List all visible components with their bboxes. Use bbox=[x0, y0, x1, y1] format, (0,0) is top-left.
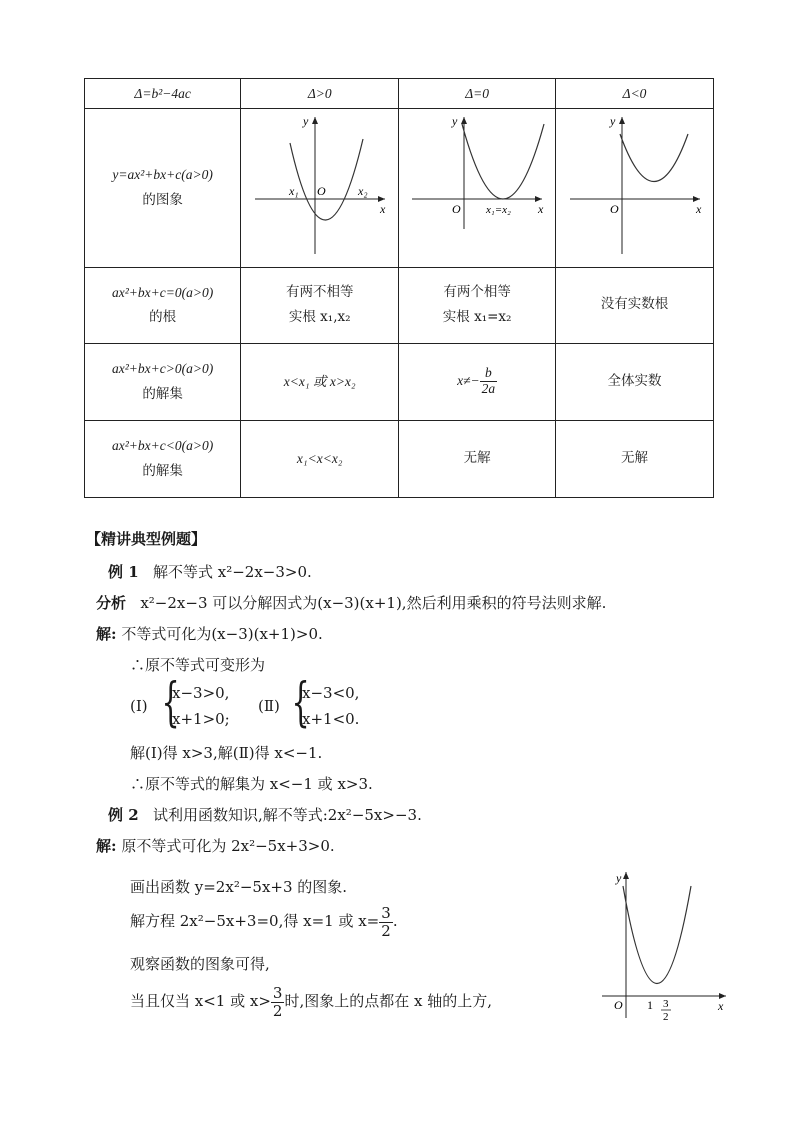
solution-2-line-2: 画出函数 y=2x²−5x+3 的图象. bbox=[130, 878, 348, 896]
fraction: $\frac{3}{2}$ bbox=[381, 904, 391, 940]
case-1-first: x−3>0, bbox=[172, 684, 230, 702]
table-cell: x<x₁ 或 x>x₂ bbox=[241, 343, 399, 420]
root-3-half-numerator: 3 bbox=[663, 998, 669, 1010]
table-header-row bbox=[85, 79, 714, 109]
graph-cell-delta-zero bbox=[399, 109, 556, 268]
x-axis-label: x bbox=[718, 999, 724, 1013]
header-cell: Δ>0 bbox=[241, 79, 399, 109]
solution-tag: 解: bbox=[96, 625, 117, 643]
table-cell: 有两不相等 实根 x₁,x₂ bbox=[241, 267, 399, 343]
table-cell: x≠− $\frac{b}{2a}$ bbox=[399, 343, 556, 420]
table-cell: x₁<x<x₂ bbox=[241, 420, 399, 497]
parabola-two-roots-graph bbox=[245, 109, 395, 257]
row-label: ax²+bx+c<0(a>0) 的解集 bbox=[85, 420, 241, 497]
solution-1-line-1: 解: 不等式可化为(x−3)(x+1)>0. bbox=[96, 625, 323, 643]
header-cell: Δ=0 bbox=[399, 79, 556, 109]
table-row-roots bbox=[85, 267, 714, 343]
row-label: y=ax²+bx+c(a>0) 的图象 bbox=[85, 109, 241, 268]
fraction: $\frac{b}{2a}$ bbox=[481, 365, 496, 397]
y-axis-label: y bbox=[609, 114, 615, 128]
case-2-first: x−3<0, bbox=[302, 684, 360, 702]
fraction: $\frac{3}{2}$ bbox=[272, 984, 283, 1020]
header-cell: Δ<0 bbox=[556, 79, 714, 109]
discriminant-table bbox=[84, 78, 714, 498]
table-row-graph bbox=[85, 109, 714, 268]
graph-cell-delta-negative bbox=[556, 109, 714, 268]
example-tag: 例 2 bbox=[108, 806, 139, 824]
origin-label: O bbox=[609, 202, 619, 216]
parabola-double-root-graph bbox=[402, 109, 552, 257]
y-axis-label: y bbox=[452, 114, 458, 128]
origin-label: O bbox=[316, 184, 326, 198]
section-title: 【精讲典型例题】 bbox=[86, 530, 207, 548]
row-label: ax²+bx+c>0(a>0) 的解集 bbox=[85, 343, 241, 420]
example-text: 解不等式 x²−2x−3>0. bbox=[152, 563, 312, 581]
graph-cell-delta-positive bbox=[241, 109, 399, 268]
analysis-tag: 分析 bbox=[96, 594, 127, 612]
example-2 bbox=[108, 804, 422, 825]
origin-label: O bbox=[452, 202, 461, 216]
table-cell: 全体实数 bbox=[556, 343, 714, 420]
solution-1-line-4: ∴原不等式的解集为 x<−1 或 x>3. bbox=[130, 775, 373, 793]
x-axis-label: x bbox=[695, 202, 701, 216]
analysis-text: x²−2x−3 可以分解因式为(x−3)(x+1),然后利用乘积的符号法则求解. bbox=[140, 594, 607, 612]
example-tag: 例 1 bbox=[108, 563, 139, 581]
header-cell: Δ=b²−4ac bbox=[85, 79, 241, 109]
root-3-half-denominator: 2 bbox=[663, 1011, 669, 1023]
example-1 bbox=[108, 561, 312, 582]
table-cell: 无解 bbox=[399, 420, 556, 497]
solution-2-line-3: 解方程 2x²−5x+3=0,得 x=1 或 x= $\frac{3}{2}$ . bbox=[130, 904, 398, 940]
table-cell: 无解 bbox=[556, 420, 714, 497]
parabola-no-root-graph bbox=[560, 109, 710, 257]
table-row-less-than bbox=[85, 420, 714, 497]
case-1-label: (Ⅰ) bbox=[130, 697, 148, 715]
example-text: 试利用函数知识,解不等式:2x²−5x>−3. bbox=[152, 806, 422, 824]
solution-2-line-4: 观察函数的图象可得, bbox=[130, 955, 270, 973]
solution-tag: 解: bbox=[96, 837, 117, 855]
root-x2-label: x₂ bbox=[357, 184, 368, 198]
solution-1-line-3: 解(Ⅰ)得 x>3,解(Ⅱ)得 x<−1. bbox=[130, 744, 323, 762]
table-row-greater-than bbox=[85, 343, 714, 420]
y-axis-label: y bbox=[616, 871, 622, 885]
x-axis-label: x bbox=[538, 202, 544, 216]
case-1-second: x+1>0; bbox=[172, 710, 230, 728]
double-root-label: x₁=x₂ bbox=[486, 204, 511, 216]
solution-2-line-5: 当且仅当 x<1 或 x> $\frac{3}{2}$ 时,图象上的点都在 x 轴的上方, bbox=[130, 984, 492, 1020]
case-2-second: x+1<0. bbox=[302, 710, 360, 728]
table-cell: 有两个相等 实根 x₁=x₂ bbox=[399, 267, 556, 343]
left-brace: { bbox=[291, 673, 310, 733]
table-cell: 没有实数根 bbox=[556, 267, 714, 343]
analysis bbox=[96, 592, 606, 613]
row-label: ax²+bx+c=0(a>0) 的根 bbox=[85, 267, 241, 343]
root-x1-label: x₁ bbox=[288, 184, 299, 198]
solution-2-line-1: 解: 原不等式可化为 2x²−5x+3>0. bbox=[96, 837, 335, 855]
case-2-label: (Ⅱ) bbox=[258, 697, 280, 715]
y-axis-label: y bbox=[302, 114, 309, 128]
left-brace: { bbox=[161, 673, 180, 733]
x-axis-label: x bbox=[379, 202, 386, 216]
solution-1-line-2: ∴原不等式可变形为 bbox=[130, 656, 266, 674]
root-1-label: 1 bbox=[647, 998, 653, 1012]
origin-label: O bbox=[614, 998, 623, 1012]
example-2-parabola-graph bbox=[598, 866, 730, 1024]
